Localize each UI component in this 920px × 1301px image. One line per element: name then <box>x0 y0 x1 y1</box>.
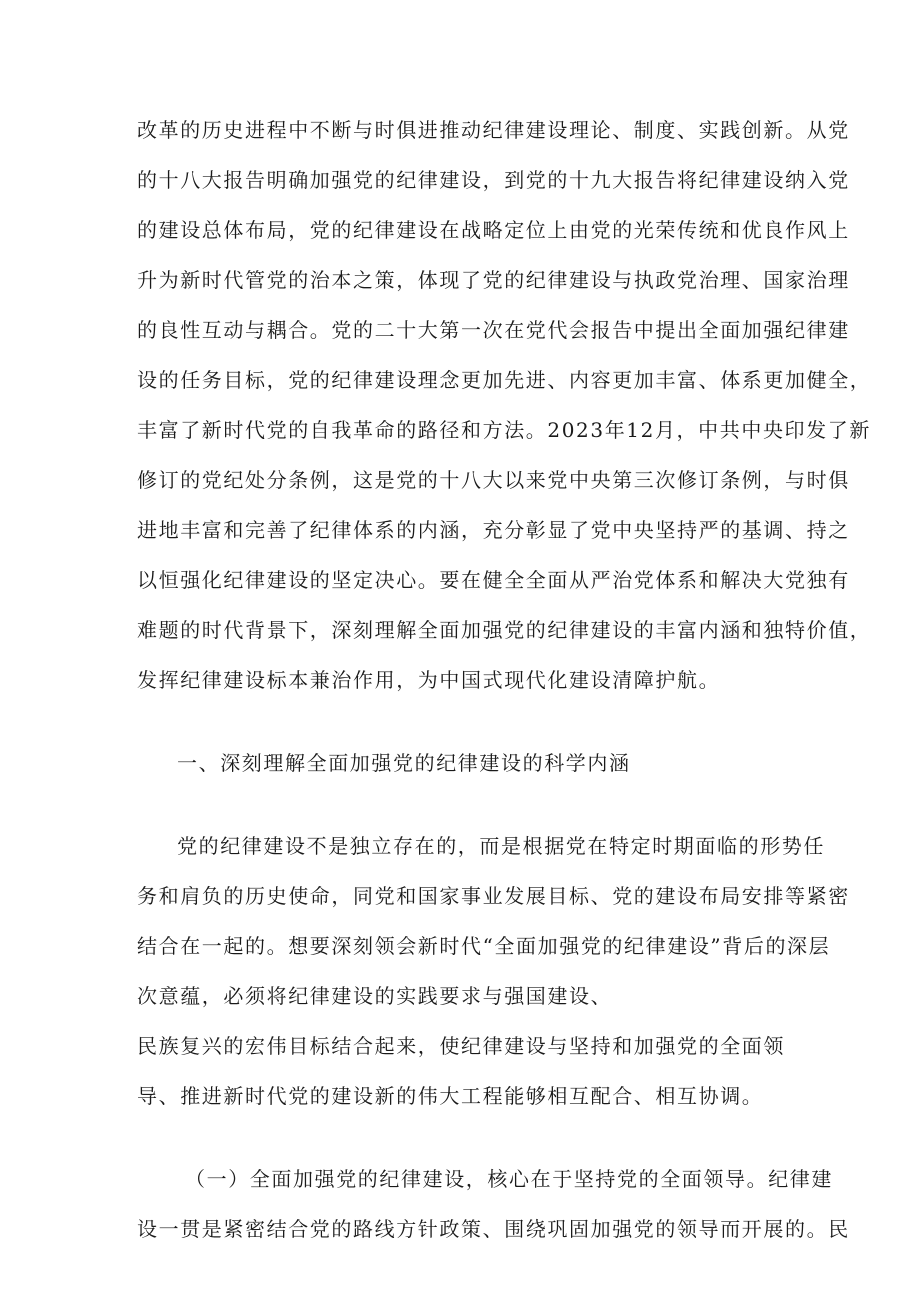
text-line: 党的纪律建设不是独立存在的，而是根据党在特定时期面临的形势任 <box>177 834 825 858</box>
text-line: 丰富了新时代党的自我革命的路径和方法。2023年12月，中共中央印发了新 <box>137 418 871 442</box>
text-line: 民族复兴的宏伟目标结合起来，使纪律建设与坚持和加强党的全面领 <box>137 1034 785 1058</box>
text-line: 设的任务目标，党的纪律建设理念更加先进、内容更加丰富、体系更加健全， <box>137 368 872 392</box>
text-line: 升为新时代管党的治本之策，体现了党的纪律建设与执政党治理、国家治理 <box>137 268 850 292</box>
text-line: 的十八大报告明确加强党的纪律建设，到党的十九大报告将纪律建设纳入党 <box>137 168 850 192</box>
heading-text: 一、深刻理解全面加强党的纪律建设的科学内涵 <box>177 751 631 775</box>
text-line: 发挥纪律建设标本兼治作用，为中国式现代化建设清障护航。 <box>137 668 721 692</box>
text-line: 导、推进新时代党的建设新的伟大工程能够相互配合、相互协调。 <box>137 1084 764 1108</box>
text-line: 的良性互动与耦合。党的二十大第一次在党代会报告中提出全面加强纪律建 <box>137 318 850 342</box>
text-line: 进地丰富和完善了纪律体系的内涵，充分彰显了党中央坚持严的基调、持之 <box>137 518 850 542</box>
text-line: 的建设总体布局，党的纪律建设在战略定位上由党的光荣传统和优良作风上 <box>137 218 850 242</box>
text-line: 改革的历史进程中不断与时俱进推动纪律建设理论、制度、实践创新。从党 <box>137 118 850 142</box>
text-line: 结合在一起的。想要深刻领会新时代“全面加强党的纪律建设”背后的深层 <box>137 934 831 958</box>
text-line: 设一贯是紧密结合党的路线方针政策、围绕巩固加强党的领导而开展的。民 <box>137 1217 850 1241</box>
text-line: 务和肩负的历史使命，同党和国家事业发展目标、党的建设布局安排等紧密 <box>137 884 850 908</box>
text-line: （一）全面加强党的纪律建设，核心在于坚持党的全面领导。纪律建 <box>185 1167 833 1191</box>
text-line: 次意蕴，必须将纪律建设的实践要求与强国建设、 <box>137 984 613 1008</box>
text-line: 以恒强化纪律建设的坚定决心。要在健全全面从严治党体系和解决大党独有 <box>137 568 850 592</box>
text-line: 修订的党纪处分条例，这是党的十八大以来党中央第三次修订条例，与时俱 <box>137 468 850 492</box>
text-line: 难题的时代背景下，深刻理解全面加强党的纪律建设的丰富内涵和独特价值， <box>137 618 872 642</box>
